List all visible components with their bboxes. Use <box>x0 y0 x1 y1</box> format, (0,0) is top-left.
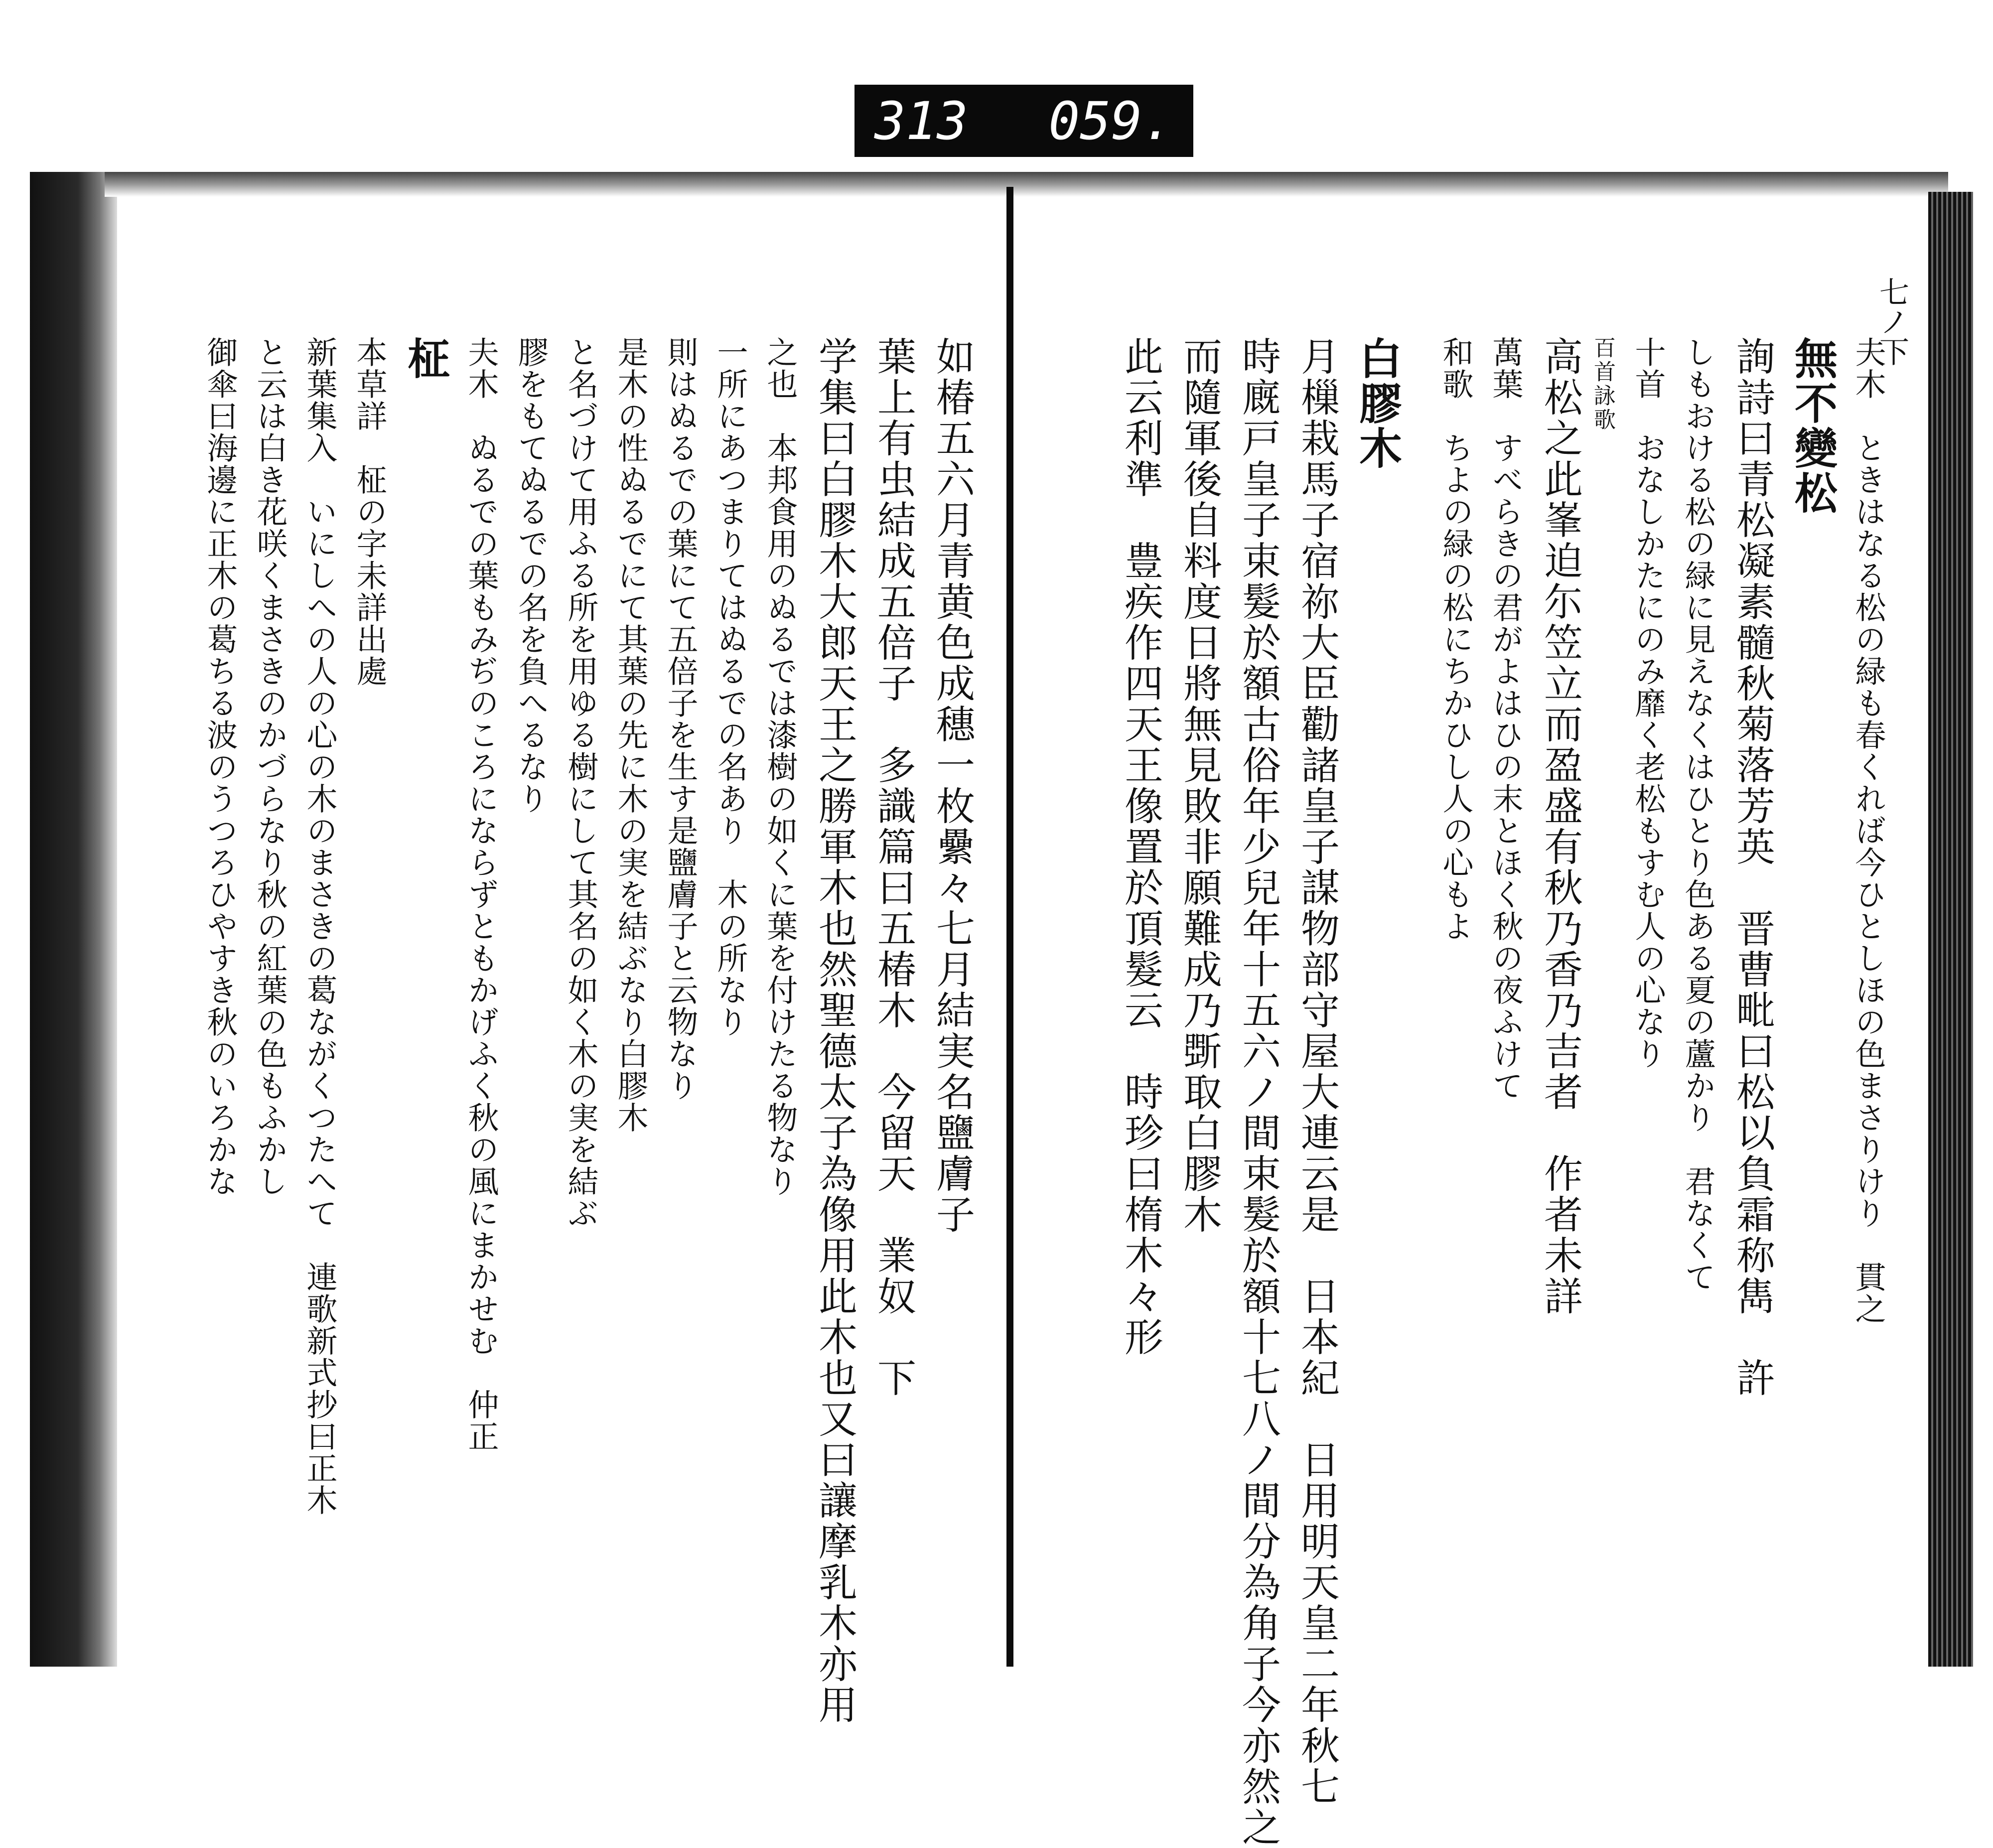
left-page-text-column: 本草詳 柾の字未詳出處 <box>351 336 388 687</box>
archive-label-left: 313 <box>874 90 968 151</box>
archive-label <box>854 85 1193 157</box>
book-gutter <box>1006 187 1013 1667</box>
left-page-columns <box>188 336 975 1725</box>
right-page-text-column: 高松之此峯迫尓笠立而盈盛有秋乃香乃吉者 作者未詳 <box>1538 336 1582 1317</box>
right-page-text-column: 詢詩曰青松凝素髓秋菊落芳英 晋曹毗曰松以負霜称雋 許 <box>1730 336 1775 1399</box>
right-page <box>1013 202 1928 1848</box>
left-page-text-column: 柾 <box>400 336 450 381</box>
right-page-text-column: 無不變松 <box>1787 336 1838 516</box>
right-page-text-column: 萬葉 すべらきの君がよはひの末とほく秋の夜ふけて <box>1487 336 1524 1102</box>
right-page-text-column: 百首詠歌 <box>1590 336 1615 432</box>
left-page-text-column: 葉上有虫結成五倍子 多識篇曰五椿木 今留天 業奴 下 <box>871 336 916 1399</box>
left-page-text-column: と名づけて用ふる所を用ゆる樹にして其名の如く木の実を結ぶ <box>563 336 599 1229</box>
left-page-text-column: と云は白き花咲くまさきのかづらなり秋の紅葉の色もふかし <box>252 336 288 1197</box>
right-page-text-column: 月樔栽馬子宿祢大臣勸諸皇子謀物部守屋大連云是 日本紀 日用明天皇二年秋七 <box>1294 336 1339 1807</box>
right-page-columns <box>1104 336 1886 1848</box>
right-page-text-column: 和歌 ちよの緑の松にちかひし人の心もよ <box>1437 336 1474 942</box>
left-page-text-column: 夫木 ぬるでの葉もみぢのころにならずともかげふく秋の風にまかせむ 仲正 <box>463 336 499 1452</box>
archive-label-right: 059. <box>1048 90 1173 151</box>
left-page-text-column: 御傘曰海邊に正木の葛ちる波のうつろひやすき秋のいろかな <box>202 336 238 1197</box>
right-page-text-column: 而隨軍後自料度日將無見敗非願難成乃斲取白膠木 <box>1177 336 1222 1235</box>
left-page-text-column: 新葉集入 いにしへの人の心の木のまさきの葛ながくつたへて 連歌新式抄曰正木 <box>301 336 338 1516</box>
left-page-text-column: 是木の性ぬるでにて其葉の先に木の実を結ぶなり白膠木 <box>612 336 649 1134</box>
book-spread <box>30 172 1973 1848</box>
book-left-edge <box>30 172 117 1667</box>
left-page-text-column: 之也 本邦食用のぬるでは漆樹の如くに葉を付けたる物なり <box>762 336 798 1197</box>
left-page-text-column: 膠をもてぬるでの名を負へるなり <box>513 336 549 815</box>
book-right-edge <box>1928 192 1973 1667</box>
right-page-text-column: 十首 おなしかたにのみ靡く老松もすむ人の心なり <box>1630 336 1666 1070</box>
book-top-edge <box>105 172 1948 197</box>
left-page-text-column: 如椿五六月青黄色成穗一枚纍々七月結実名鹽膚子 <box>930 336 975 1235</box>
left-page-text-column: 学集曰白膠木大郎天王之勝軍木也然聖德太子為像用此木也又曰讓摩乳木亦用 <box>812 336 857 1725</box>
right-page-text-column: 此云利準 豊疾作四天王像置於頂髮云 時珍曰楕木々形 <box>1118 336 1163 1358</box>
right-page-text-column: しもおける松の緑に見えなくはひとり色ある夏の蘆かり 君なくて <box>1680 336 1716 1293</box>
right-page-text-column: 白膠木 <box>1352 336 1402 471</box>
left-page-text-column: 一所にあつまりてはぬるでの名あり 木の所なり <box>712 336 748 1038</box>
left-page-text-column: 則はぬるでの葉にて五倍子を生す是鹽膚子と云物なり <box>662 336 699 1102</box>
right-page-text-column: 夫木 ときはなる松の緑も春くれば今ひとしほの色まさりけり 貫之 <box>1850 336 1886 1325</box>
right-page-text-column: 時廐戸皇子束髮於額古俗年少兒年十五六ノ間束髮於額十七八ノ間分為角子今亦然之 <box>1236 336 1281 1848</box>
right-page-text-column <box>1401 336 1421 1607</box>
folio-number: 七ノ下 <box>1874 277 1909 366</box>
left-page <box>117 202 1006 1725</box>
